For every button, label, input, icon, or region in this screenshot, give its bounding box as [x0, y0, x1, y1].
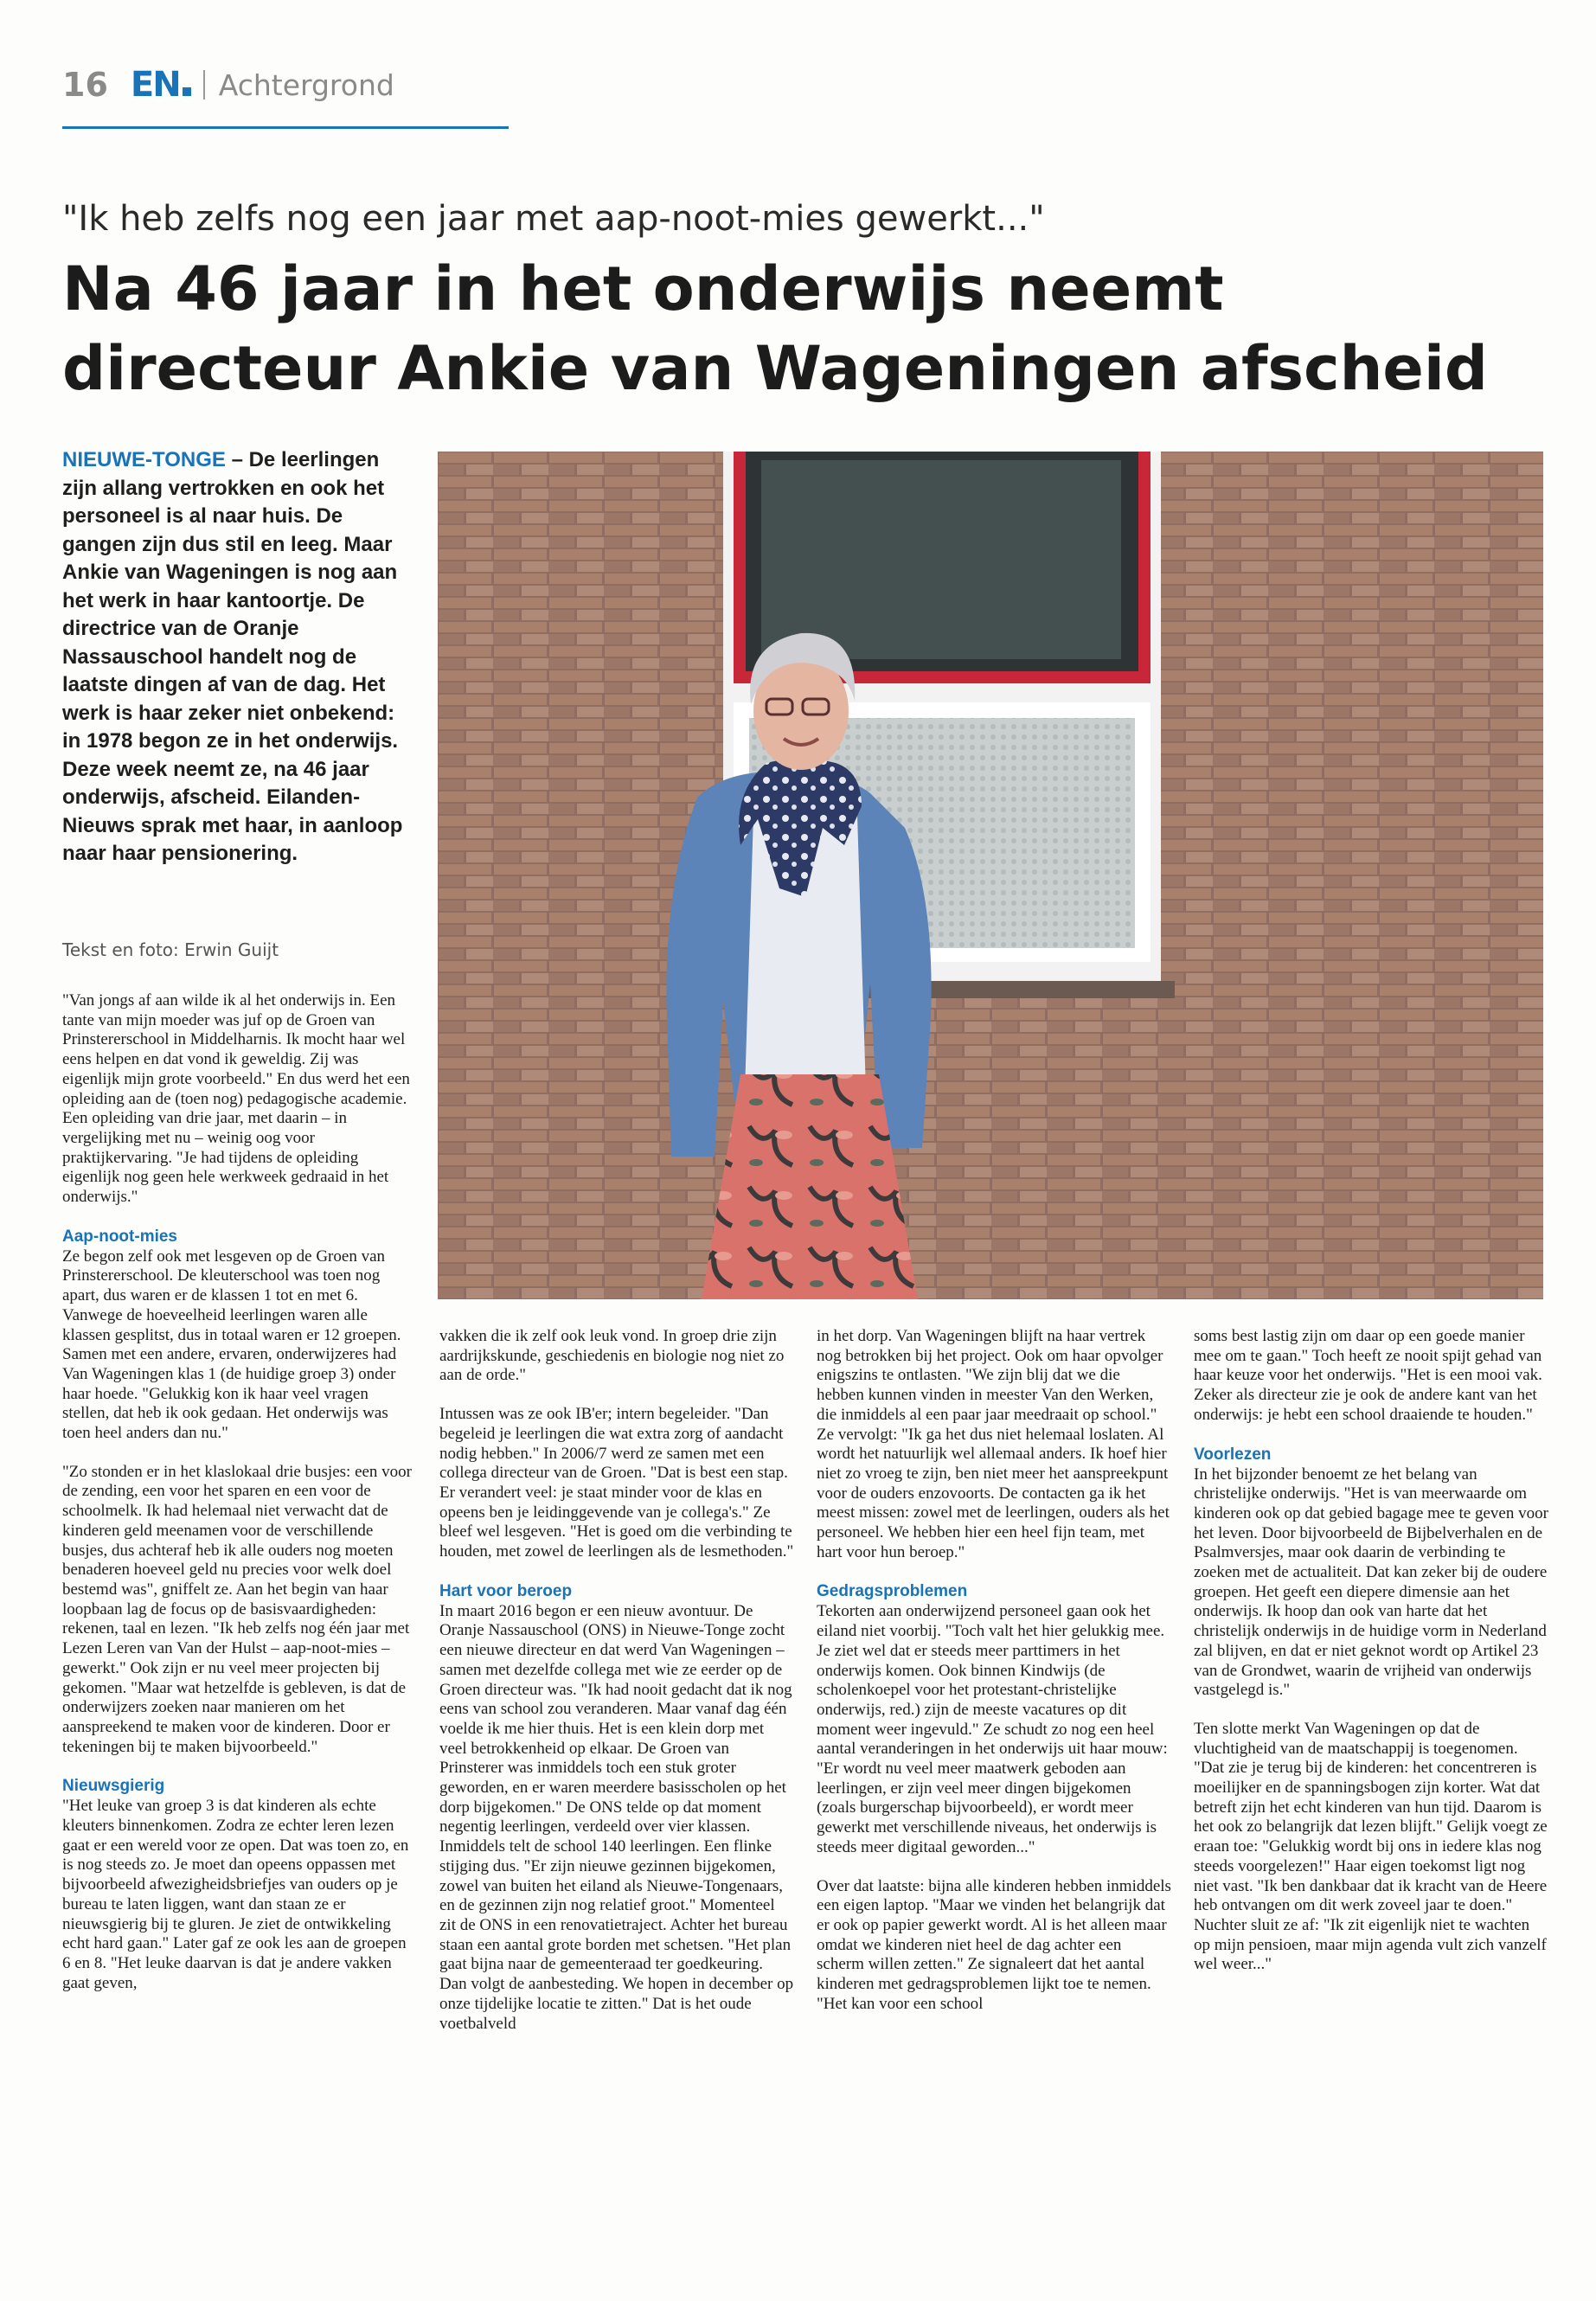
- subheading-voorlezen: Voorlezen: [1194, 1445, 1272, 1464]
- paragraph: "Het leuke van groep 3 is dat kinderen als echte kleuters binnenkomen. Zodra ze echter leren lezen gaat er een wereld voor ze open. Dat was toen zo, en is nog steeds zo. Je moet dan opeens oppassen met bijvoorbeeld afwezigheidsbriefjes van ouders op je bureau te laten liggen, want dan staan ze er nieuwsgierig bij te gluren. Je ziet de ontwikkeling echt hard gaan." Later gaf ze ook les aan de groepen 6 en 8. "Het leuke daarvan is dat je andere vakken gaat geven,: [62, 1797, 409, 1992]
- portrait-photo: [438, 452, 1543, 1299]
- article-intro: [62, 446, 417, 868]
- paragraph: in het dorp. Van Wageningen blijft na haar vertrek nog betrokken bij het project. Ook om haar opvolger enigszins te ontlasten. "We zijn blij dat we die hebben kunnen vinden in meester Van den Werken, die inmiddels al een paar jaar meedraait op school." Ze vervolgt: "Ik ga het dus niet helemaal loslaten. Al wordt het natuurlijk wel allemaal anders. Ik hoef hier niet zo vroeg te zijn, ben niet meer het aanspreekpunt voor de ouders enzovoorts. De contacten ga ik het meest missen: zowel met de leerlingen, ouders als het personeel. We hebben hier een heel fijn team, met hart voor hun beroep.": [817, 1327, 1170, 1561]
- paragraph: Ten slotte merkt Van Wageningen op dat de vluchtigheid van de maatschappij is toegenomen. "Dat zie je terug bij de kinderen: het concentreren is moeilijker en de spanningsbogen zijn korter. Wat dat betreft zijn het echt kinderen van hun tijd. Daarom is het ook zo belangrijk dat lezen blijft." Gelijk voegt ze eraan toe: "Gelukkig wordt bij ons in iedere klas nog steeds voorgelezen!" Haar eigen toekomst ligt nog niet vast. "Ik ben dankbaar dat ik kracht van de Heere heb ontvangen om dit werk zoveel jaar te doen." Nuchter sluit ze af: "Ik zit eigenlijk niet te wachten op mijn pensioen, maar mijn agenda vult zich vanzelf wel weer...": [1194, 1719, 1548, 1974]
- column-2: [439, 1327, 794, 2053]
- column-4: [1194, 1327, 1548, 1994]
- header-rule: [62, 126, 509, 129]
- intro-text: – De leerlingen zijn allang vertrokken en ook het personeel is al naar huis. De gangen zijn dus stil en leeg. Maar Ankie van Wageningen is nog aan het werk in haar kantoortje. De directrice van de Oranje Nassauschool handelt nog de laatste dingen af van de dag. Het werk is haar zeker niet onbekend: in 1978 begon ze in het onderwijs. Deze week neemt ze, na 46 jaar onderwijs, afscheid. Eilanden-Nieuws sprak met haar, in aanloop naar haar pensionering.: [62, 448, 403, 865]
- photo-credit: Tekst en foto: Erwin Guijt: [62, 939, 279, 960]
- paragraph: Tekorten aan onderwijzend personeel gaan ook het eiland niet voorbij. "Toch valt het hier gelukkig mee. Je ziet wel dat er steeds meer parttimers in het onderwijs komen. Ook binnen Kindwijs (de scholenkoepel voor het protestant-christelijke onderwijs, red.) zijn de meeste vacatures op dit moment weer ingevuld." Ze schudt zo nog een heel aantal veranderingen in het onderwijs uit haar mouw: "Er wordt nu veel meer maatwerk geboden aan leerlingen, er zijn veel meer dingen bijgekomen (zoals burgerschap bijvoorbeeld), er wordt meer gewerkt met verschillende niveaus, het onderwijs is steeds meer digitaal geworden...": [817, 1602, 1168, 1856]
- section-label: Achtergrond: [218, 67, 394, 102]
- page-number: 16: [62, 66, 108, 104]
- article-headline: [62, 249, 1550, 408]
- column-3: [817, 1327, 1171, 2034]
- subheading-gedragsproblemen: Gedragsproblemen: [817, 1582, 968, 1601]
- paragraph: "Van jongs af aan wilde ik al het onderwijs in. Een tante van mijn moeder was juf op de Groen van Prinstererschool in Middelharnis. Ik mocht haar wel eens helpen en dat vond ik geweldig. Zij was eigenlijk mijn grote voorbeeld." En dus werd het een opleiding aan de (toen nog) pedagogische academie. Een opleiding van drie jaar, met daarin – in vergelijking met nu – weinig oog voor praktijkervaring. "Je had tijdens de opleiding eigenlijk nog geen hele werkweek gedraaid in het onderwijs.": [62, 991, 410, 1207]
- dateline: NIEUWE-TONGE: [62, 448, 226, 471]
- logo-dot-icon: [183, 87, 191, 96]
- page-header: [62, 62, 394, 107]
- header-divider: [203, 70, 205, 99]
- logo-text: EN: [130, 65, 180, 105]
- paragraph: soms best lastig zijn om daar op een goede manier mee om te gaan." Toch heeft ze nooit spijt gehad van haar keuze voor het onderwijs. "Het is een mooi vak. Zeker als directeur zie je ook de andere kant van het onderwijs: je hebt een school draaiende te houden.": [1194, 1327, 1542, 1424]
- paragraph: Intussen was ze ook IB'er; intern begeleider. "Dan begeleid je leerlingen die wat extra zorg of aandacht nodig hebben." In 2006/7 werd ze samen met een collega directeur van de Groen. "Dat is best een stap. Er verandert veel: je staat minder voor de klas en opeens ben je leidinggevende van je collega's." Ze bleef wel lesgeven. "Het is goed om die verbinding te houden, met zowel de leerlingen als de lesmethoden.": [439, 1405, 794, 1561]
- paragraph: In maart 2016 begon er een nieuw avontuur. De Oranje Nassauschool (ONS) in Nieuwe-Tonge zocht een nieuwe directeur en dat werd Van Wageningen – samen met dezelfde collega met wie ze eerder op de Groen directeur was. "Ik had nooit gedacht dat ik nog eens van school zou veranderen. Maar vanaf dag één voelde ik me hier thuis. Het is een klein dorp met veel betrokkenheid op elkaar. De Groen van Prinsterer was inmiddels toch een stuk groter geworden, en er waren meerdere basisscholen op het dorp bijgekomen." De ONS telde op dat moment negentig leerlingen, verdeeld over vier klassen. Inmiddels telt de school 140 leerlingen. Een flinke stijging dus. "Er zijn nieuwe gezinnen bijgekomen, zowel van buiten het eiland als Nieuwe-Tongenaars, en de gezinnen zijn nog relatief groot." Momenteel zit de ONS in een renovatietraject. Achter het bureau staan een aantal grote borden met schetsen. "Het plan gaat bijna naar de gemeenteraad ter goedkeuring. Dan volgt de aanbesteding. We hopen in december op onze tijdelijke locatie te zitten." Dat is het oude voetbalveld: [439, 1601, 794, 2033]
- headline-line-2: directeur Ankie van Wageningen afscheid: [62, 333, 1488, 404]
- paragraph: In het bijzonder benoemt ze het belang van christelijke onderwijs. "Het is van meerwaarde om kinderen ook op dat gebied bagage mee te geven voor het leven. Door bijvoorbeeld de Bijbelverhalen en de Psalmversjes, maar ook daarin de verbinding te zoeken met de actualiteit. Dat kan zeker bij de oudere groepen. Het geeft een diepere dimensie aan het onderwijs. Ik hoop dan ook van harte dat het christelijk onderwijs in de huidige vorm in Nederland zal blijven, en dat er niet geknot wordt op Artikel 23 van de Grondwet, waarin de vrijheid van onderwijs vastgelegd is.": [1194, 1465, 1548, 1700]
- newspaper-logo: [131, 65, 191, 105]
- paragraph: "Zo stonden er in het klaslokaal drie busjes: een voor de zending, een voor het sparen en een voor de schoolmelk. Ik had helemaal niet verwacht dat de kinderen geld meenamen voor de verschillende busjes, dus achteraf heb ik alle ouders nog moeten benaderen hoeveel geld nu precies voor welk doel bestemd was", gniffelt ze. Aan het begin van haar loopbaan lag de focus op de basisvaardigheden: rekenen, taal en lezen. "Ik heb zelfs nog één jaar met Lezen Leren van Van der Hulst – aap-noot-mies – gewerkt." Ook zijn er nu veel meer projecten bij gekomen. "Maar wat hetzelfde is gebleven, is dat de onderwijzers zoeken naar manieren om het aanspreekend te maken voor de kinderen. Door er tekeningen bij te maken bijvoorbeeld.": [62, 1462, 413, 1756]
- headline-line-1: Na 46 jaar in het onderwijs neemt: [62, 253, 1224, 324]
- paragraph: Over dat laatste: bijna alle kinderen hebben inmiddels een eigen laptop. "Maar we vinden het belangrijk dat er ook op papier gewerkt wordt. Al is het alleen maar omdat we kinderen niet heel de dag achter een scherm willen zetten." Ze signaleert dat het aantal kinderen met gedragsproblemen lijkt toe te nemen. "Het kan voor een school: [817, 1876, 1171, 2013]
- paragraph: vakken die ik zelf ook leuk vond. In groep drie zijn aardrijkskunde, geschiedenis en biologie nog niet zo aan de orde.": [439, 1327, 785, 1385]
- article-photo: [438, 452, 1543, 1299]
- subheading-aap-noot-mies: Aap-noot-mies: [62, 1227, 177, 1246]
- subheading-nieuwsgierig: Nieuwsgierig: [62, 1777, 165, 1796]
- subheading-hart-voor-beroep: Hart voor beroep: [439, 1581, 573, 1600]
- paragraph: Ze begon zelf ook met lesgeven op de Groen van Prinstererschool. De kleuterschool was toen nog apart, dus waren er de klassen 1 tot en met 6. Vanwege de hoeveelheid leerlingen waren alle klassen gesplitst, dus in totaal waren er 12 groepen. Samen met een andere, ervaren, onderwijzeres had Van Wageningen klas 1 (de huidige groep 3) onder haar hoede. "Gelukkig kon ik haar veel vragen stellen, dat heb ik ook gedaan. Het onderwijs was toen heel anders dan nu.": [62, 1247, 401, 1443]
- column-1: [62, 991, 417, 2012]
- article-kicker: "Ik heb zelfs nog een jaar met aap-noot-mies gewerkt...": [62, 199, 1045, 239]
